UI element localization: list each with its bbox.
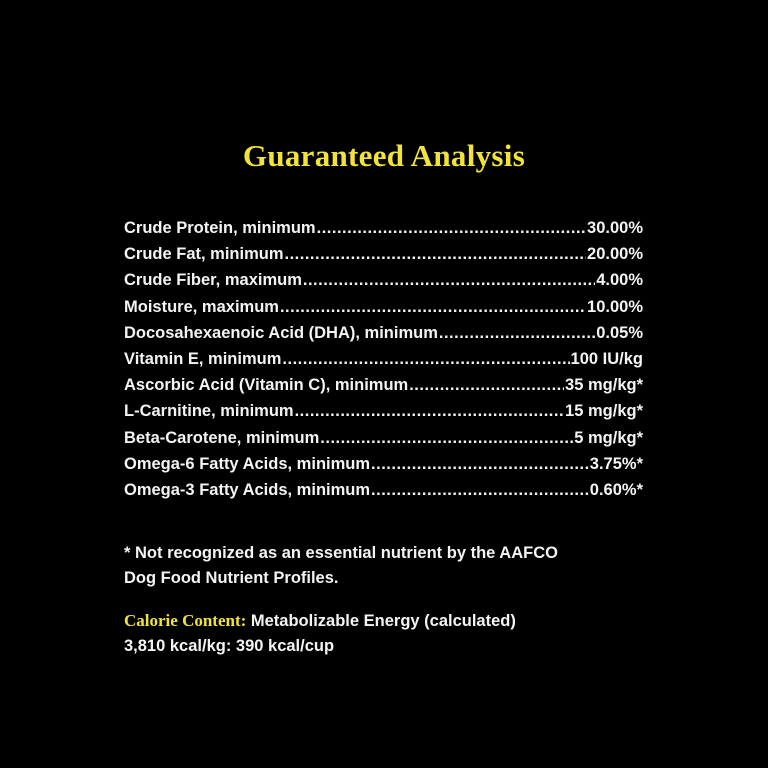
nutrient-value: 0.05% xyxy=(596,323,643,342)
calorie-values: 3,810 kcal/kg: 390 kcal/cup xyxy=(124,637,335,655)
leader-dots xyxy=(409,376,564,395)
leader-dots xyxy=(371,455,589,474)
nutrient-value: 15 mg/kg* xyxy=(565,402,643,421)
nutrient-value: 10.00% xyxy=(587,297,643,316)
footnote-line: Dog Food Nutrient Profiles. xyxy=(124,569,339,587)
nutrient-label: Moisture, maximum xyxy=(124,297,279,316)
nutrient-value: 20.00% xyxy=(587,245,643,264)
leader-dots xyxy=(285,245,587,264)
footnote-line: * Not recognized as an essential nutrient by the AAFCO xyxy=(124,544,558,562)
nutrient-value: 0.60%* xyxy=(589,480,643,499)
leader-dots xyxy=(317,219,586,238)
nutrient-label: Crude Fat, minimum xyxy=(124,245,284,264)
page-title: Guaranteed Analysis xyxy=(242,138,526,173)
guaranteed-analysis-list xyxy=(124,219,643,507)
analysis-row xyxy=(124,324,643,350)
leader-dots xyxy=(320,429,573,448)
analysis-row xyxy=(124,376,643,402)
calorie-line xyxy=(124,608,684,634)
calorie-content xyxy=(124,608,684,659)
nutrient-value: 30.00% xyxy=(587,219,643,237)
nutrient-value: 100 IU/kg xyxy=(570,349,643,368)
leader-dots xyxy=(439,324,595,343)
analysis-row xyxy=(124,271,643,297)
analysis-row xyxy=(124,219,643,245)
analysis-row xyxy=(124,350,643,376)
analysis-row xyxy=(124,402,643,428)
nutrient-label: Omega-3 Fatty Acids, minimum xyxy=(124,480,371,499)
leader-dots xyxy=(371,481,589,500)
nutrient-label: Ascorbic Acid (Vitamin C), minimum xyxy=(124,376,409,395)
nutrient-label: Omega-6 Fatty Acids, minimum xyxy=(124,454,371,473)
nutrient-value: 4.00% xyxy=(596,271,643,290)
nutrient-label: Crude Protein, minimum xyxy=(124,219,316,237)
nutrient-label: L-Carnitine, minimum xyxy=(124,402,294,421)
leader-dots xyxy=(282,350,569,369)
analysis-row xyxy=(124,298,643,324)
aafco-footnote xyxy=(124,541,664,591)
nutrient-label: Docosahexaenoic Acid (DHA), minimum xyxy=(124,323,438,342)
nutrient-value: 3.75%* xyxy=(589,454,643,473)
nutrient-label: Crude Fiber, maximum xyxy=(124,271,302,290)
analysis-row xyxy=(124,455,643,481)
nutrient-value: 5 mg/kg* xyxy=(574,428,643,447)
leader-dots xyxy=(303,271,595,290)
analysis-row xyxy=(124,245,643,271)
nutrient-value: 35 mg/kg* xyxy=(565,376,643,395)
analysis-row xyxy=(124,429,643,455)
calorie-label: Calorie Content: xyxy=(124,611,247,630)
nutrient-label: Vitamin E, minimum xyxy=(124,349,282,368)
calorie-description: Metabolizable Energy (calculated) xyxy=(246,612,516,630)
leader-dots xyxy=(295,402,564,421)
analysis-row xyxy=(124,481,643,507)
nutrient-label: Beta-Carotene, minimum xyxy=(124,428,320,447)
leader-dots xyxy=(280,298,586,317)
